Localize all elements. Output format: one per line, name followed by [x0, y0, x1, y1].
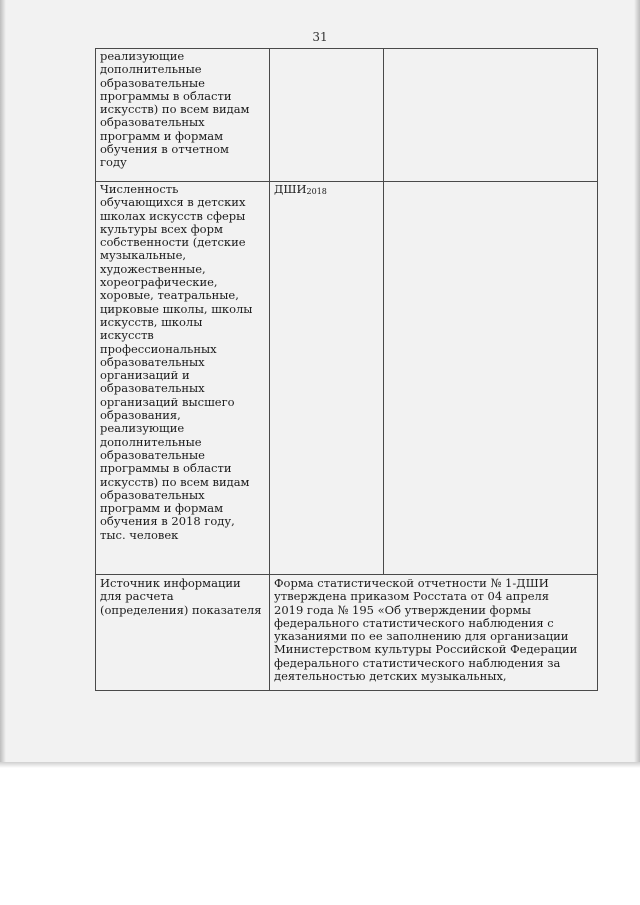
column-divider-2-upper	[383, 48, 384, 575]
row3-source-text: Форма статистической отчетности № 1-ДШИ утверждена приказом Росстата от 04 апреля 2019 года № 195 «Об утверждении формы федерального статистического наблюдения с указаниями по ее заполнению для организации Министерством культуры Российской Федерации федерального статистического наблюдения за деятельностью детских музыкальных,	[274, 576, 578, 684]
page-shadow-right	[634, 0, 640, 765]
row2-symbol-main: ДШИ	[274, 182, 307, 196]
page-shadow-left	[0, 0, 6, 765]
row3-label-text: Источник информации для расчета (определения) показателя	[100, 576, 262, 617]
row1-indicator-text: реализующие дополнительные образовательные программы в области искусств) по всем видам образовательных программ и формам обучения в отчетном году	[100, 49, 250, 170]
row2-indicator-text: Численность обучающихся в детских школах искусств сферы культуры всех форм собственности (детские музыкальные, художественные, хореографические, хоровые, театральные, цирковые школы, школы искусств, школы искусств профессиональных образовательных организаций и образовательных организаций высшего образования, реализующие дополнительные образовательные программы в области искусств) по всем видам образовательных программ и формам обучения в 2018 году, тыс. человек	[100, 182, 253, 542]
table-left-border	[95, 48, 96, 691]
page-number: 31	[312, 30, 328, 44]
row-divider-2	[95, 574, 598, 575]
table-right-border	[597, 48, 598, 691]
table-bottom-border	[95, 690, 598, 691]
row2-symbol	[274, 183, 327, 198]
row2-symbol-subscript: 2018	[306, 187, 327, 196]
page-bottom-edge	[0, 762, 640, 768]
column-divider-1	[269, 48, 270, 691]
